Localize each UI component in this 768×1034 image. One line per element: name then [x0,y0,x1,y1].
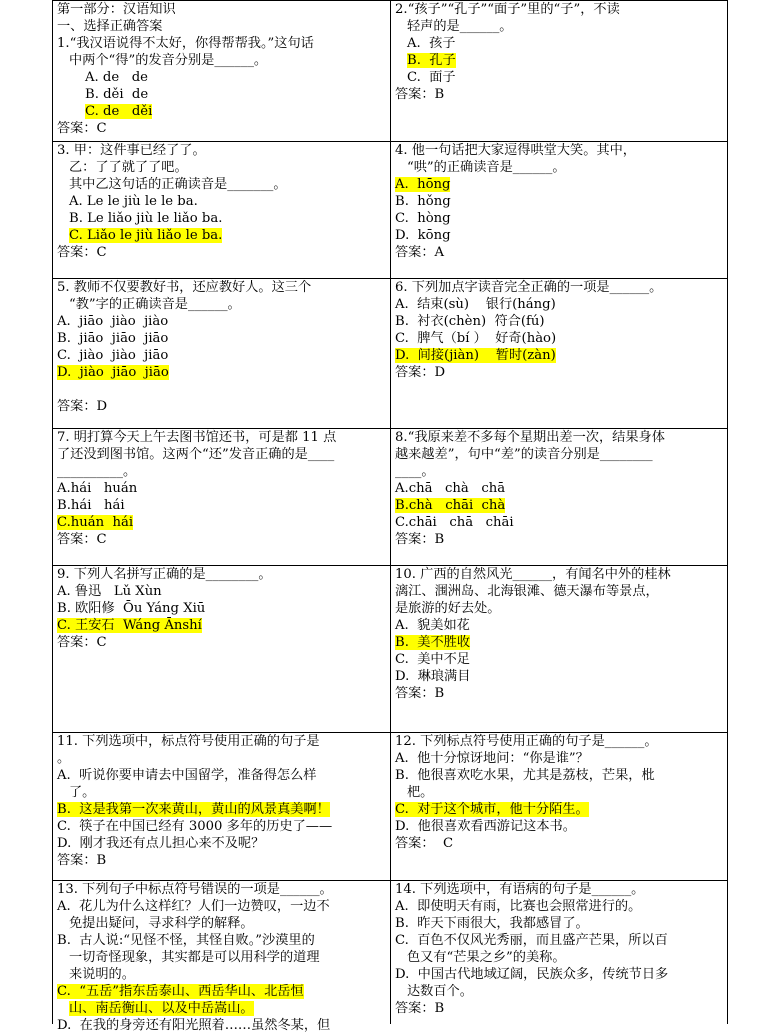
question-line [395,617,723,634]
question-line [395,767,723,784]
line-text: 11. 下列选项中，标点符号使用正确的句子是 [57,734,320,749]
question-line [57,733,386,750]
question-line [395,193,723,210]
answer-line [395,364,723,381]
line-text: 答案：C [57,121,107,136]
question-line [395,69,723,86]
question-cell-q11 [53,732,390,880]
question-line [395,497,723,514]
answer-line [395,685,723,702]
answer-line [395,531,723,548]
line-text [57,382,61,397]
line-text: A. 结束(sù) 银行(háng) [395,297,556,312]
line-text: “哄”的正确读音是______。 [407,160,566,175]
correct-option-text: 山、南岳衡山、以及中岳嵩山。 [69,1001,254,1016]
line-text: 达数百个。 [407,984,473,999]
line-text: A. 孩子 [407,36,456,51]
question-line [395,932,723,949]
question-line [57,1,386,18]
question-line [395,733,723,750]
answer-line [395,1000,723,1017]
question-line [57,898,386,915]
answer-line [395,244,723,261]
question-line [57,983,386,1000]
question-line [57,835,386,852]
line-text: 4. 他一句话把大家逗得哄堂大笑。其中， [395,143,636,158]
line-text: 来说明的。 [69,967,135,982]
question-line [395,159,723,176]
question-cell-q2 [390,0,727,141]
question-line [57,176,386,193]
line-text: C. hòng [395,211,451,226]
line-text: A. 他十分惊讶地问：“你是谁”？ [395,751,589,766]
question-line [57,566,386,583]
correct-option-text: C. de děi [85,104,153,119]
line-text: 答案：D [395,365,446,380]
line-text: 5. 教师不仅要教好书，还应教好人。这三个 [57,280,312,295]
line-text: 中两个“得”的发音分别是______。 [69,53,268,68]
line-text: 一切奇怪现象，其实都是可以用科学的道理 [69,950,320,965]
question-line [57,18,386,35]
line-text: A. 貌美如花 [395,618,470,633]
line-text: 14. 下列选项中，有语病的句子是______。 [395,882,645,897]
question-line [395,429,723,446]
question-line [395,750,723,767]
question-line [57,600,386,617]
correct-option-text: B. 孔子 [407,53,456,68]
line-text: 是旅游的好去处。 [395,601,501,616]
line-text: D. kōng [395,228,451,243]
line-text: B. 他很喜欢吃水果，尤其是荔枝，芒果，枇 [395,768,655,783]
question-line [57,296,386,313]
question-line [395,347,723,364]
line-text: B. 昨天下雨很大，我都感冒了。 [395,916,589,931]
line-text: C. 筷子在中国已经有 3000 多年的历史了—— [57,819,333,834]
line-text: ____。 [395,464,435,479]
line-text: A. de de [85,70,148,85]
answer-line [57,244,386,261]
question-line [57,617,386,634]
question-line [57,142,386,159]
line-text: B. 古人说:“见怪不怪，其怪自败。”沙漠里的 [57,933,315,948]
line-text: 免提出疑问，寻求科学的解释。 [69,916,254,931]
question-cell-q1 [53,0,390,141]
correct-option-text: C. 王安石 Wáng Ānshí [57,618,202,633]
line-text: 一、选择正确答案 [57,19,163,34]
question-line [395,514,723,531]
question-table [52,0,728,1033]
correct-option-text: D. jiào jiāo jiāo [57,365,169,380]
line-text: 答案：C [57,245,107,260]
answer-line [395,835,723,852]
answer-line [57,531,386,548]
correct-option-text: C. 对于这个城市，他十分陌生。 [395,802,589,817]
line-text: D. 他很喜欢看西游记这本书。 [395,819,576,834]
question-line [395,801,723,818]
question-line [57,767,386,784]
question-line [57,364,386,381]
line-text: 9. 下列人名拼写正确的是________。 [57,567,272,582]
line-text: 8.“我原来差不多每个星期出差一次，结果身体 [395,430,665,445]
line-text: __________。 [57,464,137,479]
line-text: 答案：B [395,87,445,102]
line-text: C.chāi chā chāi [395,515,514,530]
question-line [395,480,723,497]
question-line [395,881,723,898]
question-cell-q3 [53,141,390,278]
line-text: 第一部分：汉语知识 [57,2,176,17]
line-text: A. 花儿为什么这样红？人们一边赞叹，一边不 [57,899,330,914]
question-line [395,966,723,983]
question-line [57,818,386,835]
question-line [57,480,386,497]
line-text: 3. 甲：这件事已经了了。 [57,143,206,158]
line-text: 了。 [69,785,96,800]
question-line [395,446,723,463]
question-line [395,330,723,347]
line-text: 答案：B [395,532,445,547]
line-text: B. jiāo jiāo jiāo [57,331,169,346]
line-text: 1.“我汉语说得不太好，你得帮帮我。”这句话 [57,36,314,51]
line-text: A.chā chà chā [395,481,506,496]
line-text: 答案： C [395,836,454,851]
question-line [57,966,386,983]
line-text: 。 [57,751,71,766]
line-text: 杷。 [407,785,434,800]
question-line [57,210,386,227]
line-text: 10. 广西的自然风光______，有闻名中外的桂林 [395,567,671,582]
question-line [57,279,386,296]
line-text: A. jiāo jiào jiào [57,314,169,329]
question-line [395,1,723,18]
question-line [395,634,723,651]
question-cell-q10 [390,565,727,732]
correct-option-text: B. 这是我第一次来黄山，黄山的风景真美啊！ [57,802,330,817]
line-text: 2.“孩子”“孔子”“面子”里的“子”，不读 [395,2,620,17]
question-line [57,497,386,514]
line-text: B. 衬衣(chèn) 符合(fú) [395,314,545,329]
question-line [395,176,723,193]
question-cell-q5 [53,278,390,428]
question-cell-q7 [53,428,390,565]
line-text: D. 中国古代地域辽阔，民族众多，传统节日多 [395,967,669,982]
answer-line [57,120,386,137]
answer-line [57,852,386,869]
question-line [395,227,723,244]
question-line [57,750,386,767]
question-line [395,898,723,915]
line-text: 色又有“芒果之乡”的美称。 [407,950,566,965]
line-text: 13. 下列句子中标点符号错误的一项是______。 [57,882,333,897]
question-line [395,818,723,835]
question-line [57,932,386,949]
question-line [57,881,386,898]
correct-option-text: B.chà chāi chà [395,498,506,513]
question-line [395,983,723,1000]
correct-option-text: B. 美不胜收 [395,635,471,650]
question-line [395,600,723,617]
line-text: 乙：了了就了了吧。 [69,160,188,175]
line-text: C. 面子 [407,70,456,85]
question-line [395,35,723,52]
question-line [57,35,386,52]
correct-option-text: D. 间接(jiàn) 暂时(zàn) [395,348,556,363]
line-text: 其中乙这句话的正确读音是_______。 [69,177,287,192]
question-line [57,429,386,446]
question-line [57,103,386,120]
question-line [395,566,723,583]
line-text: D. 刚才我还有点儿担心来不及呢？ [57,836,265,851]
question-line [395,296,723,313]
line-text: A. 鲁迅 Lǔ Xùn [57,584,162,599]
question-line [57,159,386,176]
line-text: D. 琳琅满目 [395,669,471,684]
line-text: C. 脾气（bí ） 好奇(hào) [395,331,557,346]
question-line [395,784,723,801]
question-line [57,784,386,801]
question-line [395,313,723,330]
question-line [57,52,386,69]
question-line [57,801,386,818]
question-line [57,313,386,330]
line-text: 答案：B [395,686,445,701]
correct-option-text: A. hōng [395,177,451,192]
question-line [57,86,386,103]
line-text: 答案：D [57,399,108,414]
line-text: A.hái huán [57,481,138,496]
correct-option-text: C.huán hái [57,515,134,530]
question-line [57,463,386,480]
line-text: 答案：C [57,635,107,650]
line-text: B. 欧阳修 Ōu Yáng Xiū [57,601,206,616]
line-text: “教”字的正确读音是______。 [69,297,241,312]
correct-option-text: C. “五岳”指东岳泰山、西岳华山、北岳恒 [57,984,304,999]
line-text: C. 百色不仅风光秀丽，而且盛产芒果，所以百 [395,933,668,948]
question-line [57,583,386,600]
question-cell-q12 [390,732,727,880]
question-cell-q6 [390,278,727,428]
answer-line [57,634,386,651]
line-text: D. 在我的身旁还有阳光照着……虽然冬某，但 [57,1018,331,1033]
question-line [395,915,723,932]
question-cell-q8 [390,428,727,565]
question-line [395,18,723,35]
line-text: 了还没到图书馆。这两个“还”发音正确的是____ [57,447,335,462]
line-text: A. 听说你要申请去中国留学，准备得怎么样 [57,768,317,783]
line-text: 答案：B [395,1001,445,1016]
line-text: 12. 下列标点符号使用正确的句子是______。 [395,734,658,749]
line-text: C. jiào jiào jiāo [57,348,169,363]
line-text: 6. 下列加点字读音完全正确的一项是______。 [395,280,663,295]
question-line [57,514,386,531]
question-cell-q4 [390,141,727,278]
question-line [57,227,386,244]
question-line [57,446,386,463]
question-cell-q9 [53,565,390,732]
line-text: C. 美中不足 [395,652,470,667]
question-line [395,279,723,296]
question-cell-q14 [390,880,727,1024]
question-line [57,1017,386,1034]
line-text: A. 即使明天有雨，比赛也会照常进行的。 [395,899,642,914]
question-line [395,651,723,668]
line-text: B. hǒng [395,194,451,209]
answer-line [57,398,386,415]
question-line [57,193,386,210]
line-text: B. Le liǎo jiù le liǎo ba. [69,211,223,226]
question-line [57,949,386,966]
question-line [395,668,723,685]
correct-option-text: C. Liǎo le jiù liǎo le ba. [69,228,223,243]
line-text: 答案：C [57,532,107,547]
line-text: 答案：B [57,853,107,868]
line-text: 漓江、涠洲岛、北海银滩、德天瀑布等景点， [395,584,659,599]
line-text: A. Le le jiù le le ba. [69,194,198,209]
line-text: B. děi de [85,87,149,102]
line-text: B.hái hái [57,498,125,513]
line-text: 7. 明打算今天上午去图书馆还书，可是都 11 点 [57,430,337,445]
line-text: 越来越差”，句中“差”的读音分别是________ [395,447,653,462]
question-line [57,381,386,398]
question-line [395,463,723,480]
answer-line [395,86,723,103]
line-text: 答案：A [395,245,445,260]
question-line [57,69,386,86]
question-line [57,915,386,932]
question-cell-q13 [53,880,390,1033]
question-line [395,583,723,600]
question-line [395,210,723,227]
question-line [57,330,386,347]
question-line [395,949,723,966]
question-line [395,52,723,69]
question-line [57,347,386,364]
question-line [395,142,723,159]
question-line [57,1000,386,1017]
line-text: 轻声的是______。 [407,19,513,34]
